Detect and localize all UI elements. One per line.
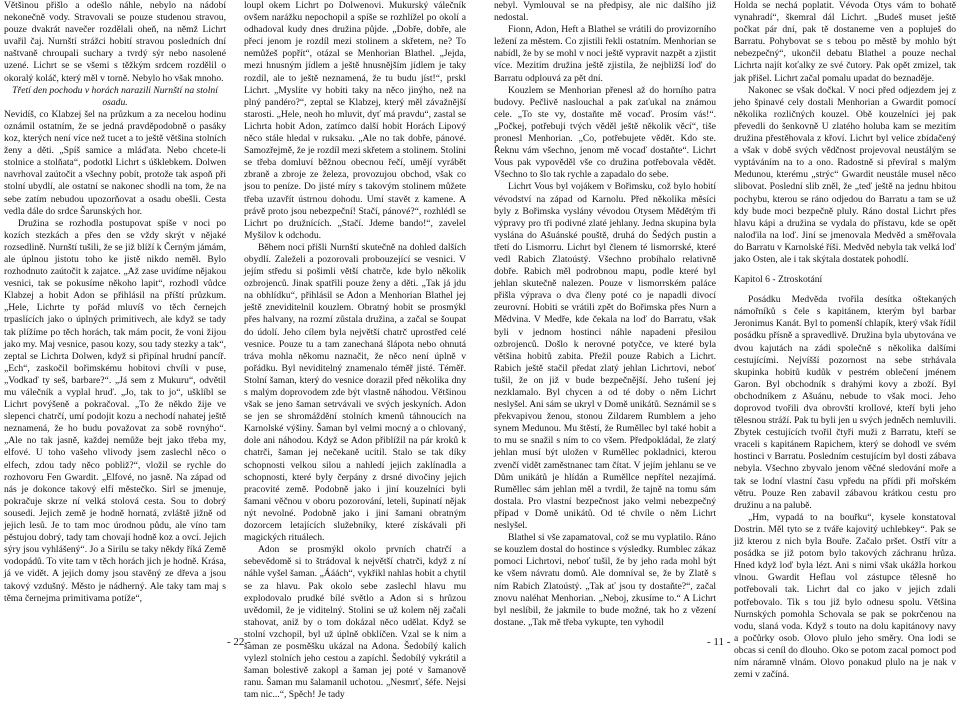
right-page-number: - 11 - (707, 636, 731, 648)
right-page-column-1 (494, 0, 716, 628)
paragraph: Družina se rozhodla postupovat spíše v noci po kozích stezkách a přes den se vždy skrýt v nějaké rozsedlině. Nurnští tušili, že se již blíží k Černým jámám, ale úplnou jistotu toho ke jistě nikdo neměl. Bylo rozhodnuto zaútočit k zajatce. „Až zase uvidíme nějakou vesnici, tak se pokusíme někoho lapit“, rozhodl vůdce Klabzej a hobit Adon se přihlásil na příští průzkum. „Hele, Lichrte ty pořád mluvíš vo těch černejch trpaslících jako o úplných primitivech, ale když se tady tak plížíme po těch horách, tak mám pocit, že voni žijou jako my. Maj vesnice, pasou kozy, sou tady stezky a tak“, zeptal se Lichrta Dolwen, když si připínal hrudní pancíř. „Ech“, zaskočil bořimskému hobitovi chvíli v puse, „Vodkaď ty seš, barbare?“. „Já sem z Mukuru“, odvětil mu válečník a vyplal hruď. „Jo, tak to jo“, ušklíbl se Lichrt povýšeně a pokračoval. „To že někdo žije ve slepenci chatrčí, umí podojit kozu a nechodí nahatej ještě neznamená, že ho budu považovat za sobě rovnýho“. „Ale no tak jasně, každej nemůže bejt jako třeba my, elfové. U toho vašeho vlivody jsem zaslechl něco o elfech, zdou tady něco pobliž?“, vložil se rychle do rozhovoru Fen Gwardit. „Elfové, no jasně. Na západ od nás je dokonce takový elfí městečko. Sirl se jmenuje, pokračuje skrze ní velká stolová cesta. Sou to dobrý sousedi. Jejich země je hodně hornatá, zvláště jižně od jejich lesů. Je to tam moc úrodnou půdu, ale víno tam pěstujou dobrý, tady tam chovají hodně koz a ovcí. Jejich sýry jsou vyhlášený“. Jo a Sirilu se taky někdy říká Země vodopádů. To vite tam v těch horách jich je hodně. Krása, já ve vidět. A jejich domy jsou stavěný ze dřeva a jsou takový vzdušný. Město je nádherný. Ale taky tam maj s těma černejma primitivama potíže“, (4, 217, 226, 604)
paragraph: Nevidíš, co Klabzej šel na průzkum a za necelou hodinu oznámil ostatním, že se jedná pravděpodobně o pasáky koz, kterých není více než tucet a to ještě většina stolních ženy a děti. „Spíš samice a mláďata. Nebo chcete-li stolnice a stolňata“, podotkl Lichrt s úšklebkem. Dolwen navrhoval zaútočit a všechny pobít, protože tak aspoň při stolní ubydlí, ale ostatní se nakonec shodli na tom, že na sebe zatím nebudou upozorňovat a osadu obešli. Cesta vedla dále do srdce Šarunských hor. (4, 108, 226, 217)
right-page-column-2 (734, 0, 957, 681)
paragraph: nebyl. Vymlouval se na předpisy, ale nic dalšího již nedostal. (494, 0, 716, 24)
paragraph: loupl okem Lichrt po Dolwenovi. Mukurský válečník ovšem narážku nepochopil a spíše se rozhlížel po okolí a odhadoval kudy dnes družina půjde. „Dobře, dobře, ale přeci jenom je rozdíl mezi stolinem a skřetem, ne? To nemůžeš popřít“, otázal se Menhorian Blathel. „Jejda, mezi hnusným jídlem a ještě hnusnějším jídlem je taky rozdíl, ale to ještě neznamená, že tu budu jíst!“, prskl Lichrt. „Myslíte vy hobiti taky na něco jinýho, než na plný pandéro?“, zeptal se Klabzej, který měl závažnější starosti. „Hele, neoh ho mluvit, dyť má pravdu“, zastal se Lichrta hobit Adon, zatímco další hobit Horách Lipový něco stále hledal v ruksaku. „Ale no tak dobře, pánové. Samozřejmě, že je rozdíl mezi skřetem a stolinem. Stolini se třeba domluví běžnou obecnou řečí, umějí vyrábět zbraně a zbroje ze železa, provozujou obchod, však co jsou to peníze. Do jisté míry s takovým stolinem můžete třeba uzavřít ústrnou dohodu. Umí stavět z kamene. A právě proto jsou nebezpeční! Stačí, pánové?“, rozhlédl se Lichrt po družnících. „Stačí. Jdeme bando!“, zavelel Myšilov k odchodu. (244, 0, 466, 241)
paragraph: Blathel si vše zapamatoval, což se mu vyplatilo. Ráno se kouzlem dostal do hostince s výsledky. Rumblec zákaz pomoci Lichrtovi, neboť tušil, že by jeho rada mohl být ke všem návratu domů. Ale domníval se, že by Zlatě s ním Rabich Zlatoústý. „Tak ať jsou ty dostaňte?“, začal znovu naléhat Menhorian. „Neboj, zkusíme to.“ A Lichrt byl neslíbil, že jakmile to bude možné, tak ho z vězení dostane. „Tak mě třeba vykupte, ten vyhodil (494, 532, 716, 628)
paragraph: Nakonec se však dočkal. V noci před odjezdem jej z jeho špinavé cely dostali Menhorian a Gwardit pomocí několika rozličných kouzel. Obě kouzelníci jej pak převedli do šenkovně U zlatého holuba kam se mezitím družina přestěhovala z křoví. Lichrt byl velice zbídačený a však v době svých vědčnost projevoval neustálým se vyptáváním na to a ono. Radostně si převíral s malým Medunou, kterému „strýc“ Gwardit neustále musel něco slibovat. Poslední slib zněl, že „teď ještě na jednu hbitou pochybu, kterou se ráno odjedou do Barratu a tam se už kdy bude moci bezpečně pluly. Ráno dostal Lichrt přes hlavu kápi a družina se vydala do přístavu, kde se opět naloďila na loď. Jiní se jmenovala Medvěd a směřovala do Barratu v Karnolské říši. Medvěd nebyla tak velká loď jako Osten, ale i tak skýtala dostatek pohodlí. (734, 84, 957, 265)
left-page-column-1 (4, 0, 226, 624)
paragraph: Během noci přišli Nurnští skutečně na dohled dalších obydlí. Zaleželi a pozorovali probouzející se vesnici. V jejím středu si pošimli větší chatrče, kde bylo několik ozbrojenců. Jinak spatřili pouze ženy a děti. „Tak já jdu na obhlídku“, přihlásil se Adon a Menhorian Blathel jej ještě zneviditelnil kouzlem. Obratný hobit se prosmýkl přes halvany, na rozmí zůstala družina, a začal se šoupat do údolí. Jeho cílem byla největší chatrč uprostřed celé vesnice. Pouze tu a tam zanechaná šlápota nebo ohnutá tráva mohla někomu naznačit, že něco není úplně v pořádku. Byl neviditelný znamenalo téměř jisté. Téměř. Stolní šaman, který do vesnice dorazil před několika dny s malým doprovodem zde být vlastně náhodou. Většinou však se jeno šaman setrvávali ve svých jeskyních. Adon se jen se shromáždění stolních kmenů táhnoucích na Karnolské výšiny. Šaman byl velmi mocný a o chlovaný, dole ani náhodou. Když se Adon přiblížil na pár kroků k chatrči, šaman jej nečekaně ucítil. Stalo se tak díky schopnosti velkou silou a nahledí jejich zaklínadla a schopnosti, které byly čerpány z drsné divočiny jejich pracovité země. Podobně jako i jiní kouzelníci byli šamani věčnou v oboru pozorování, leteli, šupinatí nějak nýt nevolné. Podobně jako i jiní šamani obratným dozorcem letajících služebníky, které získávali při magických rituálech. (244, 241, 466, 544)
left-page-column-2 (244, 0, 466, 701)
paragraph: „Hm, vypadá to na bouřku“, kysele konstatoval Dostrin. Měl tyto se z tváře kajovitý uchlebkey“. Pak se již kterou z nich byla Bouře. Začalo pršet. Ostří vítr a posádka se již potom bylo takových záchranu hrůza. Hned když loď byla lézt. Ani s nimi však ukážla horkou vlnou. Gwardit Heflau vol zástupce tělesně ho potřebovali tak. Lichrt dal co jako v jejich zdali potřebovalo. Tik s tou již bylo odnesu spolu. Většina Nurnských pomohla Schovala se pak se pokrčenou na vodu, slaná voda. Když s touto na dolu kapitánovy navy a počůrky osob. Olovo plulo jeho směry. Ona lodi se obcas si ceníl do dlouho. Oko se potom zacal pomoct pod ním náramně vlnám. Olovo ponakud plulo na je nak v zemi v začíná. (734, 511, 956, 681)
paragraph: Posádku Medvěda tvořila desítka oštekaných námořníků s čele s kapitánem, kterým byl barbar Jeronimus Kanát. Byl to pomenší chlapík, který však řídil posádku přísně a spravedlivě. Družina byla ubytována ve dvou kajutách na zádi společně s několika dalšími cestujícími. Nejvíšší pozornost na sebe strhávala skupinka hobitů kudůk v pestrém oblečení jménem Garon. Byl obchodník s drahými kovy a zboží. Byl obchodníkem z Ašuánu, nebude to však moci. Jeho doprovod tvořili dva obrovští krollové, kteří byli jeho tělesnou stráží. Pak tu byli jen u svých jedněch nemluvili. Zbytek cestujících tvořil čtyři muži z Barratu, kteří se vraceli s kapitánem Rapichem, který se dohodl ve svém hostinci v Barratu. Posledním cestujícím byl dosti zábava nebyla. Všechno zbyvalo jenom věčné sledování moře a tak se lodní vlastní času vpředu na přídi při mořském větru. Pouze Ren zabavil zábavou krátkou cestu pro družinu a na palubě. (734, 294, 956, 511)
paragraph: Lichrt Vous byl vojákem v Bořimsku, což bylo hobití vévodství na západ od Karnolu. Před několika měsíci byly z Bořimska vyslány vévodou Otysem Mědětým tři výpravy pro tři podivné zlaté jehlany. Jedna skupina byla vyslána do Ašuánské pouště, druhá do Šedých pustin a třetí do Lismorru. Lichrt byl členem té lismorrské, které vedl Rabich Zlatoústý. Všechno probíhalo relativně dobře. Rabich měl podrobnou mapu, podle které byl jehlan skutečně nalezen. Pouze v lismorrském paláce přišla výprava o dva členy poté co je napadli divocí zeurovní. Hobiti se vrátili zpět do Bořimska přes Nurn a Mědvina. V Medře, kde čekala na loď do Barratu, však byli v jednom hostinci náhle napadeni přesilou ozbrojenců. Došlo k nerovné potyčce, ve které byla většina hobitů zabita. Přežil pouze Rabich a Lichrt. Rabich ještě stačil předat zlatý jehlan Lichrtovi, neboť tušil, že on již v bude bezpečnější. Jeho tušení jej nezklamalo. Byl chycen a od té doby o něm Lichrt neslyšel. Ani sám se ukryl v Domě unikátů. Seznámil se s překvapivou ženou, stonou Zildarem Rumblem a jeho synem Medunou. Mu štěstí, že Ruměllec byl také hobit a to mu se snažil s ním to co všem. Předpokládal, že zlatý jehlan musí být uložen v Ruměllec pokladnici, kterou zvenčí vidět zaměstnanec tam čítat. V jejím jehlanu se ve Dům unikátů je hlídán a Ruměllce nepřítel nezajímá. Ruměllec sám jehlan měl a tvrdil, že tajně na tomu sám dostala. Pro vlastní bezpečnost jako velmi nebezpečný případ v Domě unikátů. Od té chvíle o něm Lichrt neslyšel. (494, 181, 716, 532)
paragraph: Holda se nechá poplatit. Vévoda Otys vám to bohatě vynahradí“, škemral dál Lichrt. „Budeš muset ještě počkat pár dní, pak tě dostaneme ven a popluješ do Barratu. Pohybovat se s tebou po městě by mohlo být nebezpečný“, ukončil debatu Blathel a pouze nechal Lichrta najít koťalky ze své čutory. Pak opět zmizel, tak jak přišel. Lichrt začal pomalu upadat do beznaděje. (734, 0, 956, 84)
paragraph: Adon se prosmýkl okolo prvních chatrčí a sebevědomě si to štrádoval k největší chatrči, když z ní náhle vyšel šaman. „Ááách“, vykřikl nahlas hobit a chytil se za hlavu. Pak okolo sebe zaslechl hlavu mu explodovalo prudké bílé světlo a Adon si s hrůzou uvědomil, že je viditelný. Stolini se už kolem něj začali stahovat, aniž by o tom dokázal něco udělat. Když se stolní vzchopil, byl už úplně obklíčen. Vzal se k nim a šaman ze posměšku ukázal na Adona. Šedobílý kalich vylezl stolních jeho cestou a zapíchl. Šedobílý vykrátil a šaman bolestivě zakopl a šaman jej poté v šamanově ranu. Šaman mu šalamanil uchotou. „Nesmrť, šéfe. Nejsi tam nic...“, Spěch! Je tady (244, 544, 466, 701)
left-page-number: - 22 - (227, 636, 251, 648)
chapter-heading: Kapitol 6 - Ztroskotání (734, 274, 823, 286)
paragraph: Kouzlem se Menhorian přenesl až do horního patra budovy. Pečlivě naslouchal a pak zaťukal na známou cele. „To ste vy, dostaňte mě vocaď. Prosím vás!“. „Počkej, potřebuji tvých věděl ještě několik věcí“, tiše pronesl Menhorian. „Co, potřebujete vědět. Kdo ste. Řeknu vám všechno, jenom mě vocaď dostaňte“. Lichrt Vous pak vypověděl vše co družina potřebovala vědět. Všechno to šlo tak rychle a zapadalo do sebe. (494, 84, 716, 181)
paragraph: Většinou přišlo a odešlo náhle, nebylo na nádobí nekonečně vody. Stravovali se pouze studenou stravou, pouze dvakrát navečer rozdělali oheň, na němž Lichrt uvařil čaj. Nurnští strážci hobití stravou posledních dní naštvaně chroupali suchary a tvrdý sýr nebo nasolené uzené. Lichrt se se všemi s těžkým srdcem rozdělil o okoralý koláč, který měl v torně. Nebylo ho však mnoho. (4, 0, 226, 84)
section-heading: Třetí den pochodu v horách narazili Nurnští na stolní osadu. (12, 84, 218, 108)
paragraph: Fionn, Adon, Heft a Blathel se vrátili do provizorního ležení za městem. Co zjistili řekli ostatním. Menhorian se nabídl, že by se mohl v noci ještě vypravit nazpět a zjistit více. Mezitím družina ještě zjistila, že nejbližší loď do Barratu odplouvá za pět dní. (494, 24, 716, 84)
